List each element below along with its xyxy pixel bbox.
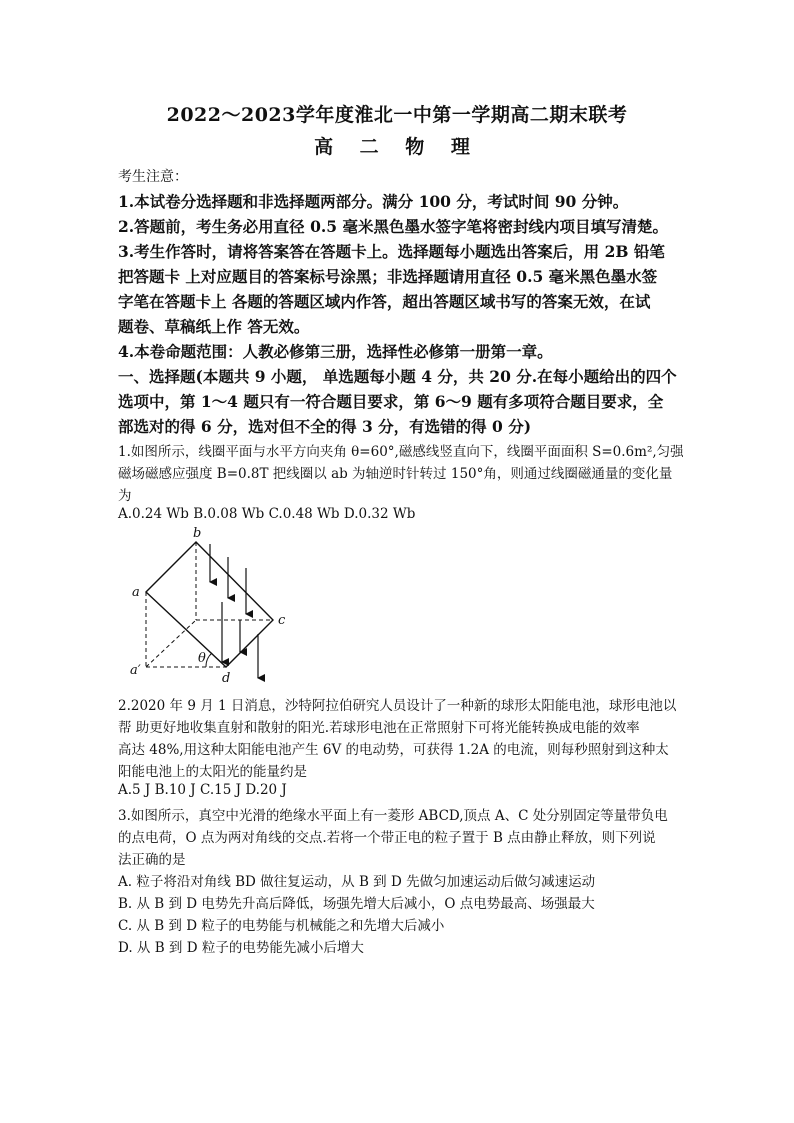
label-c: c bbox=[278, 613, 286, 628]
notice-line: 3.考生作答时，请将答案答在答题卡上。选择题每小题选出答案后，用 2B 铅笔 bbox=[118, 242, 665, 261]
label-b: b bbox=[193, 526, 202, 541]
label-a: a bbox=[132, 585, 140, 600]
q2-text: 阳能电池上的太阳光的能量约是 bbox=[118, 764, 307, 780]
q3-option-c: C. 从 B 到 D 粒子的电势能与机械能之和先增大后减小 bbox=[118, 918, 445, 934]
q2-text: 高达 48%,用这种太阳能电池产生 6V 的电动势，可获得 1.2A 的电流，则每秒照射到这种太 bbox=[118, 742, 669, 758]
coil-diagram bbox=[118, 522, 298, 692]
q1-figure bbox=[118, 522, 298, 692]
q3-text: 的点电荷，O 点为两对角线的交点.若将一个带正电的粒子置于 B 点由静止释放，则下列说 bbox=[118, 830, 656, 846]
q3-text: 法正确的是 bbox=[118, 852, 186, 868]
q3-option-a: A. 粒子将沿对角线 BD 做往复运动，从 B 到 D 先做匀加速运动后做匀减速运动 bbox=[118, 874, 596, 890]
notice-heading: 考生注意： bbox=[118, 169, 188, 185]
label-d: d bbox=[222, 671, 231, 686]
angle-arc bbox=[206, 653, 212, 667]
label-theta: θ bbox=[198, 651, 206, 666]
q1-text: 1.如图所示，线圈平面与水平方向夹角 θ=60°,磁感线竖直向下，线圈平面面积 S=0.6m²,匀强 bbox=[118, 444, 684, 460]
q3-option-b: B. 从 B 到 D 电势先升高后降低，场强先增大后减小，O 点电势最高、场强最大 bbox=[118, 896, 595, 912]
q1-text: 磁场磁感应强度 B=0.8T 把线圈以 ab 为轴逆时针转过 150°角，则通过线圈磁通量的变化量 bbox=[118, 466, 673, 482]
notice-line: 1.本试卷分选择题和非选择题两部分。满分 100 分，考试时间 90 分钟。 bbox=[118, 192, 629, 211]
notice-line: 字笔在答题卡上 各题的答题区域内作答，超出答题区域书写的答案无效，在试 bbox=[118, 292, 651, 311]
section-instructions: 一、选择题(本题共 9 小题， 单选题每小题 4 分，共 20 分.在每小题给出的四个 bbox=[118, 367, 677, 386]
q2-options: A.5 J B.10 J C.15 J D.20 J bbox=[118, 782, 287, 798]
q3-option-d: D. 从 B 到 D 粒子的电势能先减小后增大 bbox=[118, 940, 364, 956]
subject-title: 高 二 物 理 bbox=[314, 136, 480, 158]
section-instructions: 部选对的得 6 分，选对但不全的得 3 分，有选错的得 0 分) bbox=[118, 417, 532, 436]
label-a-prime: a′ bbox=[130, 663, 141, 678]
q3-text: 3.如图所示，真空中光滑的绝缘水平面上有一菱形 ABCD,顶点 A、C 处分别固定等量带负电 bbox=[118, 808, 668, 824]
notice-line: 把答题卡 上对应题目的答案标号涂黑；非选择题请用直径 0.5 毫米黑色墨水签 bbox=[118, 267, 658, 286]
q2-text: 帮 助更好地收集直射和散射的阳光.若球形电池在正常照射下可将光能转换成电能的效率 bbox=[118, 720, 640, 736]
section-instructions: 选项中，第 1～4 题只有一符合题目要求，第 6～9 题有多项符合题目要求，全 bbox=[118, 392, 664, 411]
notice-line: 2.答题前，考生务必用直径 0.5 毫米黑色墨水签字笔将密封线内项目填写清楚。 bbox=[118, 217, 668, 236]
notice-line: 题卷、草稿纸上作 答无效。 bbox=[118, 317, 310, 336]
notice-line: 4.本卷命题范围：人教必修第三册，选择性必修第一册第一章。 bbox=[118, 342, 553, 361]
exam-title: 2022～2023学年度淮北一中第一学期高二期末联考 bbox=[166, 104, 628, 126]
q1-text: 为 bbox=[118, 488, 132, 504]
q2-text: 2.2020 年 9 月 1 日消息，沙特阿拉伯研究人员设计了一种新的球形太阳能电池，球形电池以 bbox=[118, 698, 677, 714]
q1-options: A.0.24 Wb B.0.08 Wb C.0.48 Wb D.0.32 Wb bbox=[118, 506, 416, 522]
